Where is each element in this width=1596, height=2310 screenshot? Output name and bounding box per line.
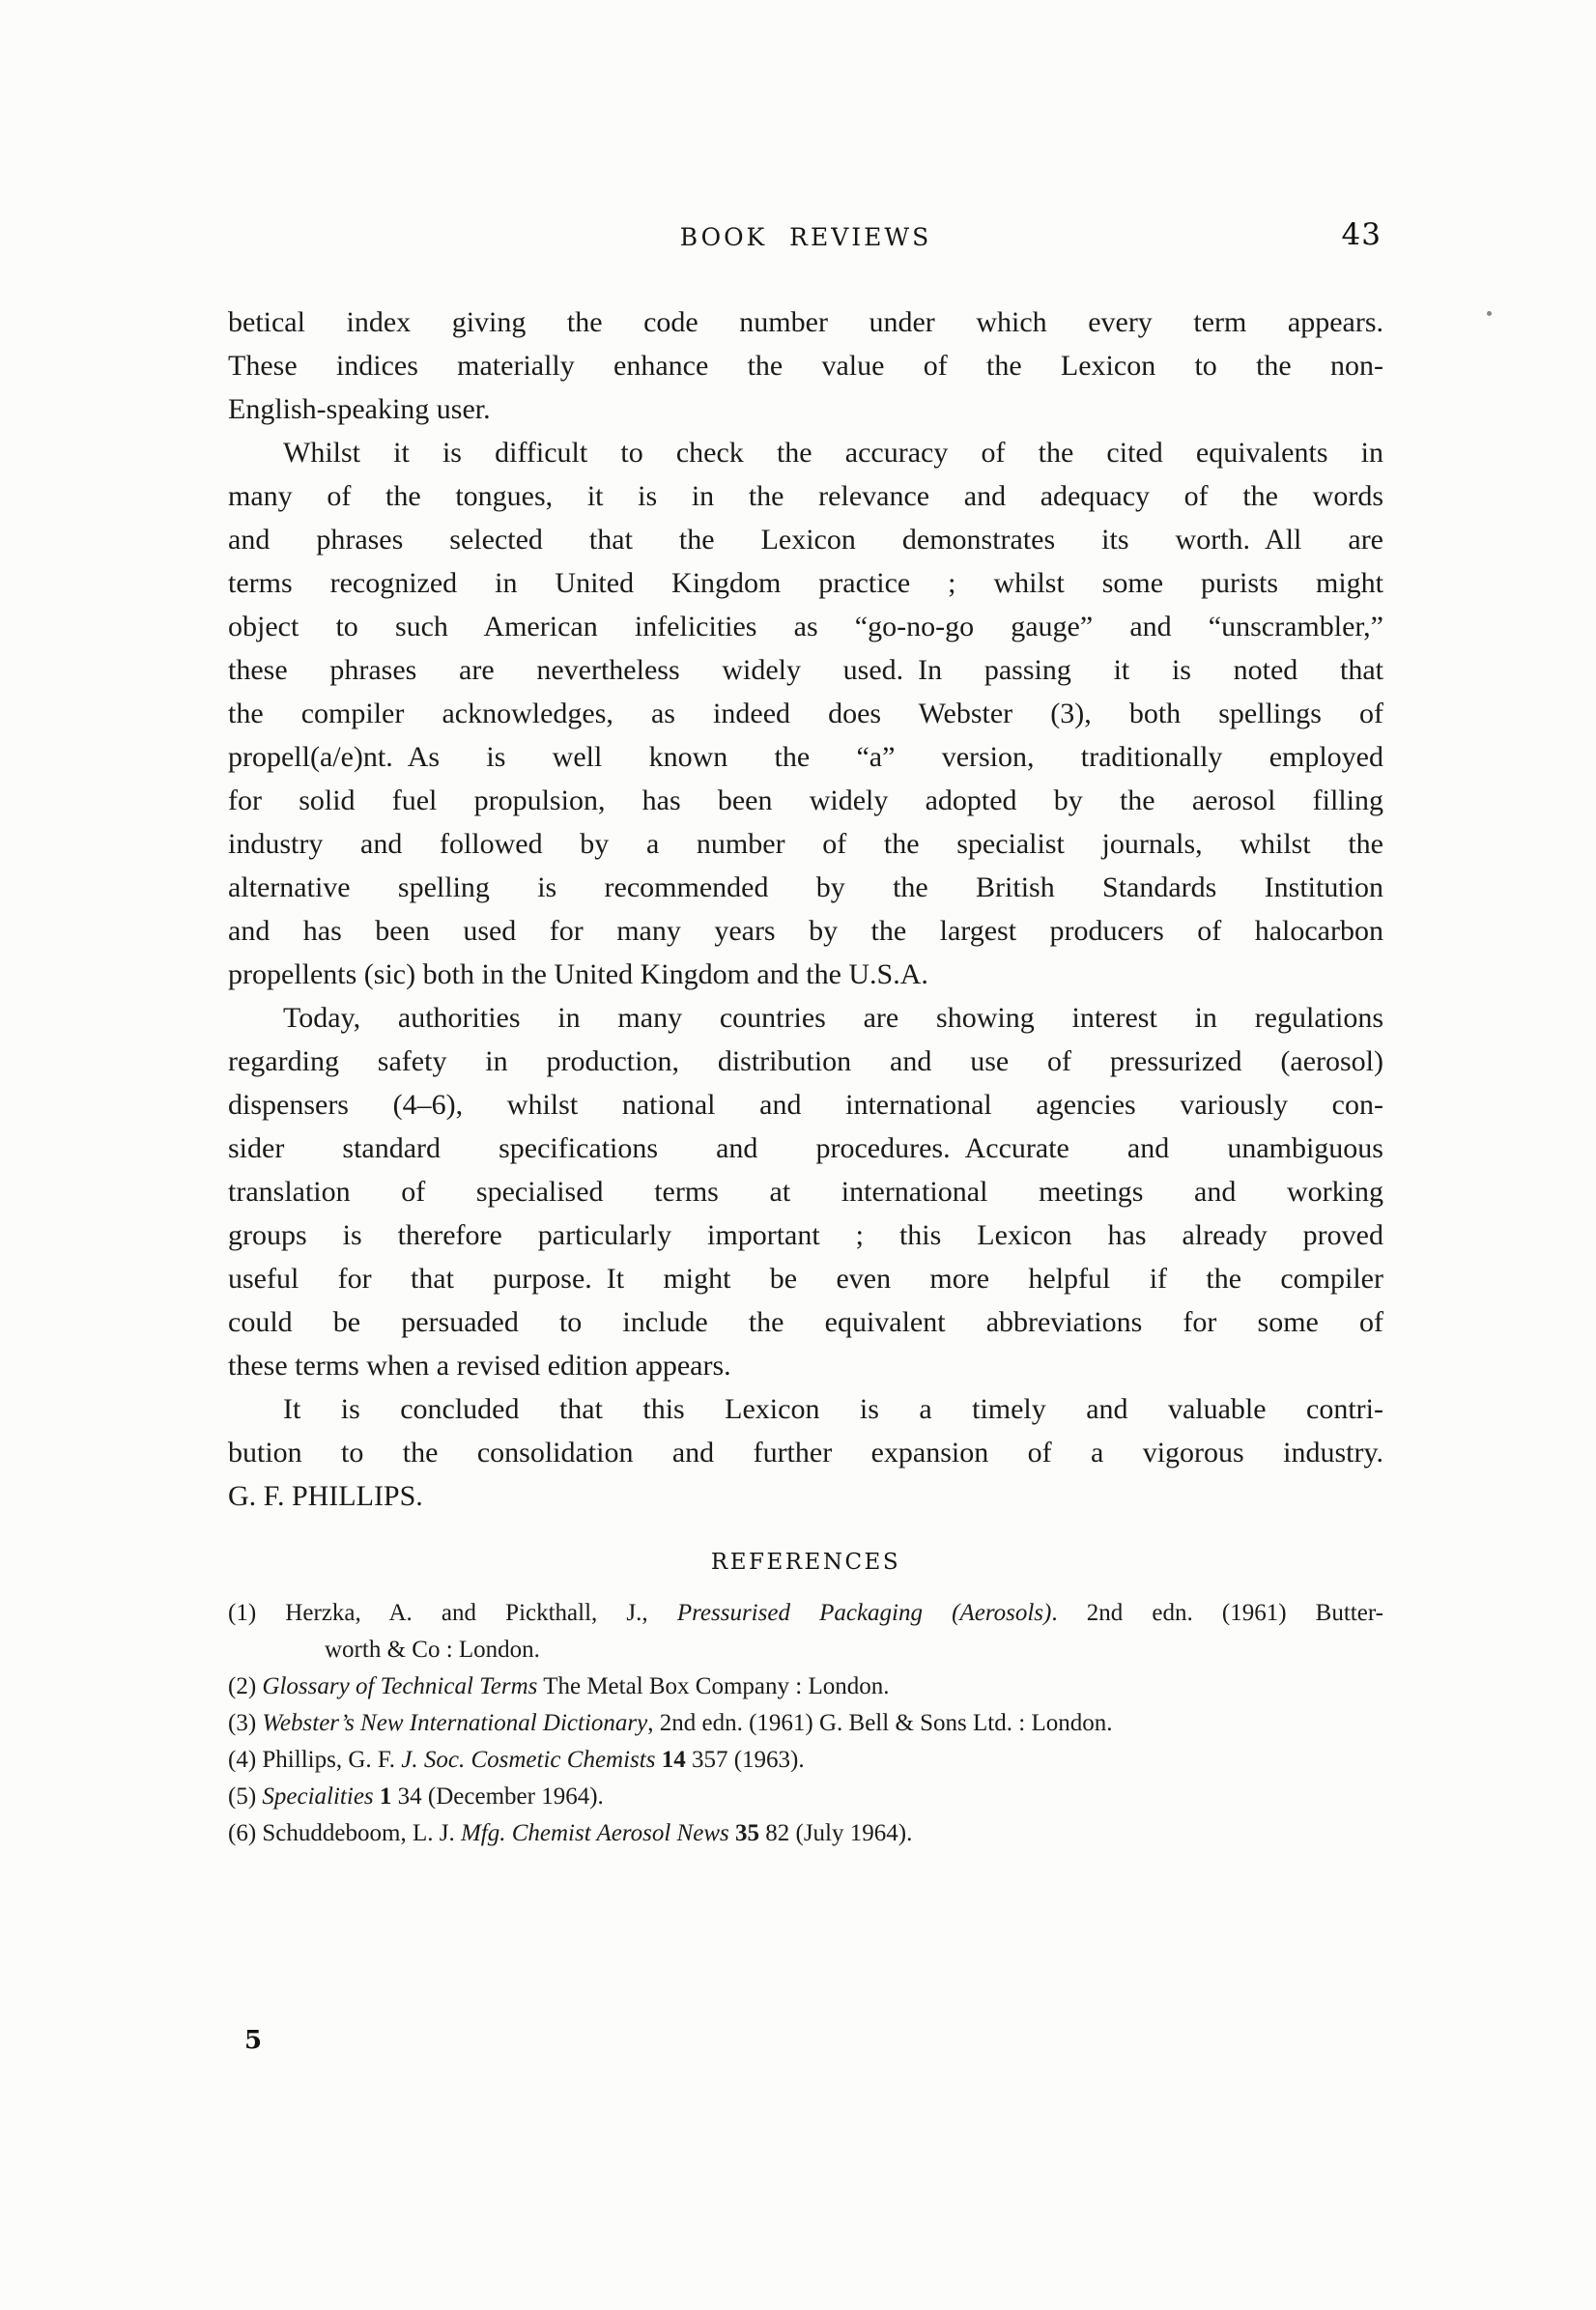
reference-segment: Pressurised Packaging (Aerosols) xyxy=(676,1600,1052,1626)
body-line-16: propellents (sic) both in the United Kingdom and the U.S.A. xyxy=(228,958,928,990)
body-line-6: and phrases selected that the Lexicon demonstrates its worth. All are xyxy=(228,524,1383,556)
reference-segment: (1) Herzka, A. and Pickthall, J., xyxy=(228,1600,677,1626)
reference-segment: (2) xyxy=(228,1673,263,1699)
reference-segment: (6) Schuddeboom, L. J. xyxy=(228,1820,461,1846)
reference-segment: 357 (1963). xyxy=(685,1747,805,1773)
reference-segment: 14 xyxy=(661,1747,686,1773)
reference-segment: . 2nd edn. (1961) Butter- xyxy=(1051,1600,1383,1626)
body-line-17: Today, authorities in many countries are showing interest in regulations xyxy=(283,1002,1383,1034)
body-line-24: could be persuaded to include the equivalent abbreviations for some of xyxy=(228,1306,1383,1338)
reference-segment: , 2nd edn. (1961) G. Bell & Sons Ltd. : London. xyxy=(647,1710,1113,1736)
reference-line-6 xyxy=(228,1779,1383,1815)
reference-line-2 xyxy=(228,1632,1383,1668)
references-heading: REFERENCES xyxy=(710,1550,901,1575)
reference-segment: Mfg. Chemist Aerosol News xyxy=(460,1820,729,1846)
reference-segment: Specialities xyxy=(262,1783,374,1810)
body-line-21: translation of specialised terms at international meetings and working xyxy=(228,1176,1383,1208)
body-line-19: dispensers (4–6), whilst national and international agencies variously con- xyxy=(228,1089,1383,1121)
reference-segment: 35 xyxy=(735,1820,759,1846)
reference-line-3 xyxy=(228,1668,1383,1705)
body-line-18: regarding safety in production, distribution and use of pressurized (aerosol) xyxy=(228,1045,1383,1077)
reference-segment: (3) xyxy=(228,1710,263,1736)
body-line-2: These indices materially enhance the value of the Lexicon to the non- xyxy=(228,350,1383,382)
scan-artifact-dot xyxy=(1487,311,1492,316)
body-line-4: Whilst it is difficult to check the accuracy of the cited equivalents in xyxy=(283,437,1383,469)
body-line-3: English-speaking user. xyxy=(228,393,491,425)
body-line-26: It is concluded that this Lexicon is a timely and valuable contri- xyxy=(283,1393,1383,1425)
text-column xyxy=(228,0,1383,2310)
page-number: 43 xyxy=(1341,217,1382,252)
body-line-7: terms recognized in United Kingdom practice ; whilst some purists might xyxy=(228,567,1383,599)
body-line-15: and has been used for many years by the largest producers of halocarbon xyxy=(228,915,1383,947)
signature-number: 5 xyxy=(244,2026,263,2055)
body-line-23: useful for that purpose. It might be even more helpful if the compiler xyxy=(228,1263,1383,1295)
body-line-25: these terms when a revised edition appears. xyxy=(228,1350,731,1382)
body-line-12: for solid fuel propulsion, has been widely adopted by the aerosol filling xyxy=(228,784,1383,816)
body-line-10: the compiler acknowledges, as indeed does Webster (3), both spellings of xyxy=(228,698,1383,729)
reference-segment: 34 (December 1964). xyxy=(391,1783,604,1810)
reference-segment: J. Soc. Cosmetic Chemists xyxy=(401,1747,656,1773)
reference-segment: worth & Co : London. xyxy=(325,1637,540,1663)
reference-segment: The Metal Box Company : London. xyxy=(537,1673,890,1699)
body-line-5: many of the tongues, it is in the relevance and adequacy of the words xyxy=(228,480,1383,512)
reference-segment: Webster’s New International Dictionary xyxy=(262,1710,648,1736)
running-head xyxy=(228,217,1383,252)
body-line-28: G. F. PHILLIPS. xyxy=(228,1480,423,1512)
reference-line-5 xyxy=(228,1742,1383,1779)
review-body-text xyxy=(228,300,1383,1518)
body-line-14: alternative spelling is recommended by the British Standards Institution xyxy=(228,871,1383,903)
reference-segment: 1 xyxy=(379,1783,392,1810)
running-head-title: BOOK REVIEWS xyxy=(679,223,932,251)
body-line-9: these phrases are nevertheless widely used. In passing it is noted that xyxy=(228,654,1383,686)
body-line-22: groups is therefore particularly important ; this Lexicon has already proved xyxy=(228,1219,1383,1251)
reference-segment: (5) xyxy=(228,1783,263,1810)
body-line-8: object to such American infelicities as “go-no-go gauge” and “unscrambler,” xyxy=(228,611,1383,642)
reference-segment: Glossary of Technical Terms xyxy=(262,1673,538,1699)
references-list xyxy=(228,1595,1383,1852)
body-line-13: industry and followed by a number of the specialist journals, whilst the xyxy=(228,828,1383,860)
body-line-1: betical index giving the code number under which every term appears. xyxy=(228,306,1383,338)
body-line-27: bution to the consolidation and further expansion of a vigorous industry. xyxy=(228,1437,1383,1469)
reference-segment: (4) Phillips, G. F. xyxy=(228,1747,402,1773)
reference-line-1 xyxy=(228,1595,1383,1632)
body-line-20: sider standard specifications and procedures. Accurate and unambiguous xyxy=(228,1132,1383,1164)
body-line-11: propell(a/e)nt. As is well known the “a” version, traditionally employed xyxy=(228,741,1383,773)
reference-segment: 82 (July 1964). xyxy=(759,1820,913,1846)
reference-line-7 xyxy=(228,1815,1383,1852)
reference-line-4 xyxy=(228,1705,1383,1742)
